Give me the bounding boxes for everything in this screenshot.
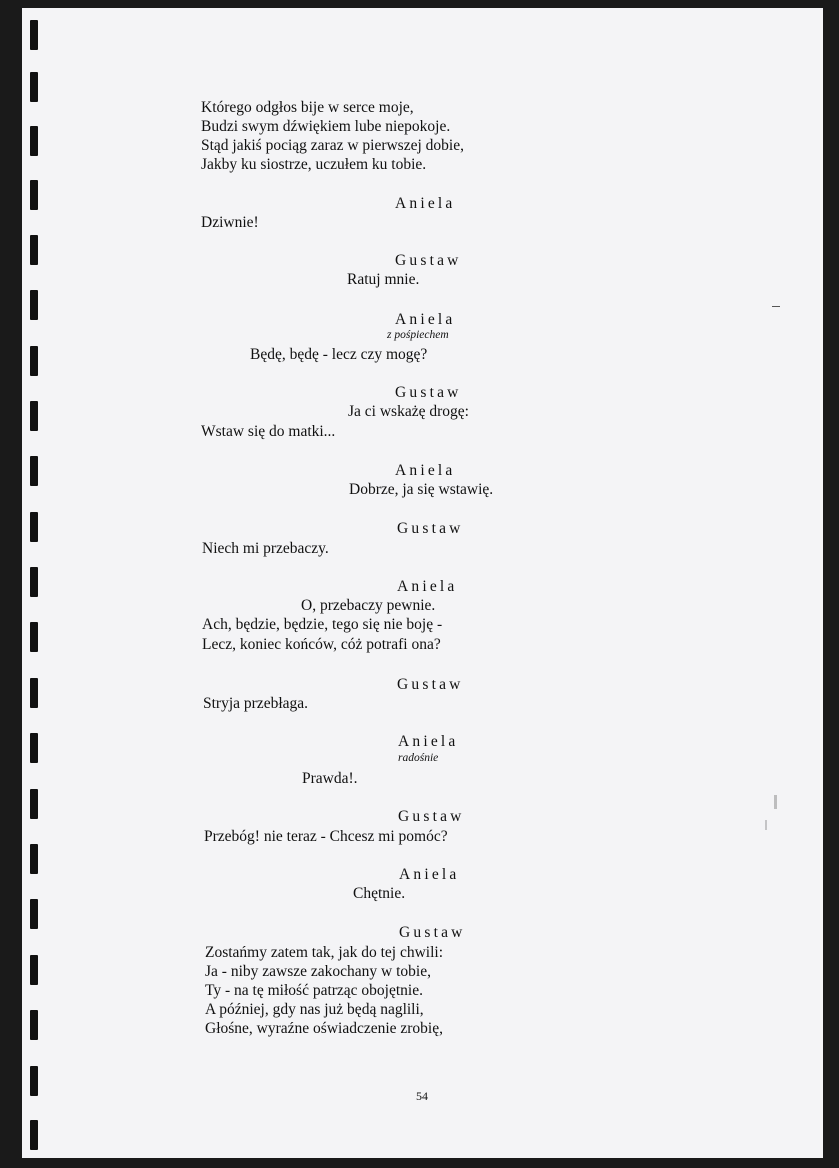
verse-line: A później, gdy nas już będą naglili, xyxy=(205,1001,424,1018)
verse-line: Dobrze, ja się wstawię. xyxy=(349,481,494,498)
verse-line: Ratuj mnie. xyxy=(347,271,420,288)
binding-hole xyxy=(30,1010,38,1040)
binding-hole xyxy=(30,955,38,985)
speaker-name: Gustaw xyxy=(395,384,462,401)
binding-hole xyxy=(30,401,38,431)
verse-line: Przebóg! nie teraz - Chcesz mi pomóc? xyxy=(204,828,448,845)
page-number: 54 xyxy=(416,1089,428,1103)
binding-hole xyxy=(30,180,38,210)
speaker-name: Gustaw xyxy=(399,924,466,941)
scan-speck xyxy=(765,820,767,830)
verse-line: Którego odgłos bije w serce moje, xyxy=(201,99,414,116)
binding-hole xyxy=(30,456,38,486)
verse-line: Głośne, wyraźne oświadczenie zrobię, xyxy=(205,1020,443,1037)
binding-hole xyxy=(30,733,38,763)
binding-hole xyxy=(30,1066,38,1096)
binding-hole xyxy=(30,20,38,50)
binding-hole xyxy=(30,567,38,597)
speaker-name: Aniela xyxy=(398,733,459,750)
binding-hole xyxy=(30,235,38,265)
verse-line: Budzi swym dźwiękiem lube niepokoje. xyxy=(201,118,451,135)
verse-line: Wstaw się do matki... xyxy=(201,423,336,440)
binding-hole xyxy=(30,290,38,320)
speaker-name: Gustaw xyxy=(395,252,462,269)
scan-speck xyxy=(774,795,777,809)
verse-line: Ja - niby zawsze zakochany w tobie, xyxy=(205,963,431,980)
verse-line: Lecz, koniec końców, cóż potrafi ona? xyxy=(202,636,441,653)
speaker-name: Aniela xyxy=(395,311,456,328)
verse-line: Jakby ku siostrze, uczułem ku tobie. xyxy=(201,156,427,173)
speaker-name: Gustaw xyxy=(397,676,464,693)
speaker-name: Aniela xyxy=(399,866,460,883)
verse-line: Chętnie. xyxy=(353,885,406,902)
binding-hole xyxy=(30,126,38,156)
binding-hole xyxy=(30,789,38,819)
verse-line: Ja ci wskażę drogę: xyxy=(348,403,469,420)
verse-line: Prawda!. xyxy=(302,770,358,787)
verse-line: Niech mi przebaczy. xyxy=(202,540,329,557)
verse-line: Stryja przebłaga. xyxy=(203,695,309,712)
binding-hole xyxy=(30,844,38,874)
binding-hole xyxy=(30,899,38,929)
verse-line: O, przebaczy pewnie. xyxy=(301,597,436,614)
speaker-name: Gustaw xyxy=(398,808,465,825)
binding-hole xyxy=(30,1120,38,1150)
speaker-name: Aniela xyxy=(395,195,456,212)
binding-hole xyxy=(30,346,38,376)
stage-direction: radośnie xyxy=(398,752,439,764)
verse-line: Dziwnie! xyxy=(201,214,259,231)
binding-hole xyxy=(30,512,38,542)
stage-direction: z pośpiechem xyxy=(387,329,449,341)
verse-line: Będę, będę - lecz czy mogę? xyxy=(250,346,428,363)
verse-line: Ach, będzie, będzie, tego się nie boję - xyxy=(202,616,443,633)
binding-hole xyxy=(30,72,38,102)
binding-hole xyxy=(30,678,38,708)
speaker-name: Aniela xyxy=(395,462,456,479)
verse-line: Ty - na tę miłość patrząc obojętnie. xyxy=(205,982,423,999)
verse-line: Zostańmy zatem tak, jak do tej chwili: xyxy=(205,944,444,961)
speaker-name: Aniela xyxy=(397,578,458,595)
speaker-name: Gustaw xyxy=(397,520,464,537)
binding-hole xyxy=(30,622,38,652)
verse-line: Stąd jakiś pociąg zaraz w pierwszej dobie, xyxy=(201,137,464,154)
scan-speck xyxy=(772,306,780,307)
spiral-binding xyxy=(0,0,40,1168)
